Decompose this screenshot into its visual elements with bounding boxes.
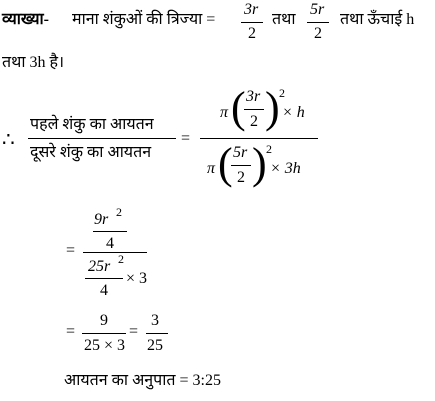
second-cone-volume-label: दूसरे शंकु का आयतन — [30, 144, 152, 161]
step2-top-exponent: 2 — [116, 205, 122, 219]
step2-top-inner-bar — [93, 231, 127, 232]
radius1-fraction-bar — [241, 22, 263, 23]
first-cone-volume-label: पहले शंकु का आयतन — [30, 116, 154, 133]
bottom-fraction-denominator: 2 — [237, 169, 245, 186]
explanation-label: व्याख्या- — [2, 11, 50, 28]
therefore-symbol: ∴ — [2, 129, 15, 151]
top-inner-fraction-bar — [244, 109, 264, 110]
bottom-fraction-numerator: 5r — [233, 144, 248, 161]
radius1-denominator: 2 — [248, 25, 256, 42]
step3-numerator: 9 — [100, 312, 108, 329]
step3-denominator: 25 × 3 — [84, 337, 126, 354]
step2-bottom-inner-bar — [85, 278, 123, 279]
left-paren-bottom: ( — [218, 139, 233, 188]
top-fraction-denominator: 2 — [250, 113, 258, 130]
step2-bottom-denominator: 4 — [100, 282, 108, 299]
step3-equals: = — [66, 323, 76, 340]
radius2-fraction-bar — [307, 22, 329, 23]
ratio-equals: = — [181, 130, 191, 147]
pi-symbol-top: π — [220, 104, 229, 121]
step3-equals-2: = — [129, 323, 139, 340]
tatha-word: तथा — [272, 11, 296, 28]
step2-times-3: × 3 — [126, 270, 148, 287]
step2-bottom-exponent: 2 — [118, 252, 124, 266]
left-paren-top: ( — [231, 83, 246, 132]
radius2-numerator: 5r — [310, 1, 325, 18]
radius1-numerator: 3r — [244, 1, 259, 18]
right-paren-bottom: ) — [252, 139, 267, 188]
final-ratio: आयतन का अनुपात = 3:25 — [64, 372, 221, 389]
step3-denominator-2: 25 — [147, 337, 163, 354]
label-fraction-bar — [28, 138, 176, 139]
intro-text: माना शंकुओं की त्रिज्या = — [72, 11, 216, 28]
radius2-denominator: 2 — [314, 25, 322, 42]
step2-top-numerator: 9r — [94, 211, 109, 228]
bottom-exponent: 2 — [266, 142, 272, 156]
times-3h: × 3h — [270, 160, 301, 177]
step2-main-bar — [83, 252, 147, 253]
height-text: तथा ऊँचाई h — [340, 11, 415, 28]
right-paren-top: ) — [265, 83, 280, 132]
pi-symbol-bottom: π — [207, 160, 216, 177]
intro-line2: तथा 3h है। — [2, 54, 65, 71]
step3-bar-2 — [146, 333, 168, 334]
step3-bar — [82, 333, 126, 334]
top-fraction-numerator: 3r — [246, 88, 261, 105]
step2-equals: = — [66, 242, 76, 259]
step2-top-denominator: 4 — [106, 235, 114, 252]
times-h: × h — [282, 104, 305, 121]
step2-bottom-numerator: 25r — [88, 258, 111, 275]
bottom-inner-fraction-bar — [231, 165, 251, 166]
step3-numerator-2: 3 — [151, 312, 159, 329]
top-exponent: 2 — [279, 86, 285, 100]
